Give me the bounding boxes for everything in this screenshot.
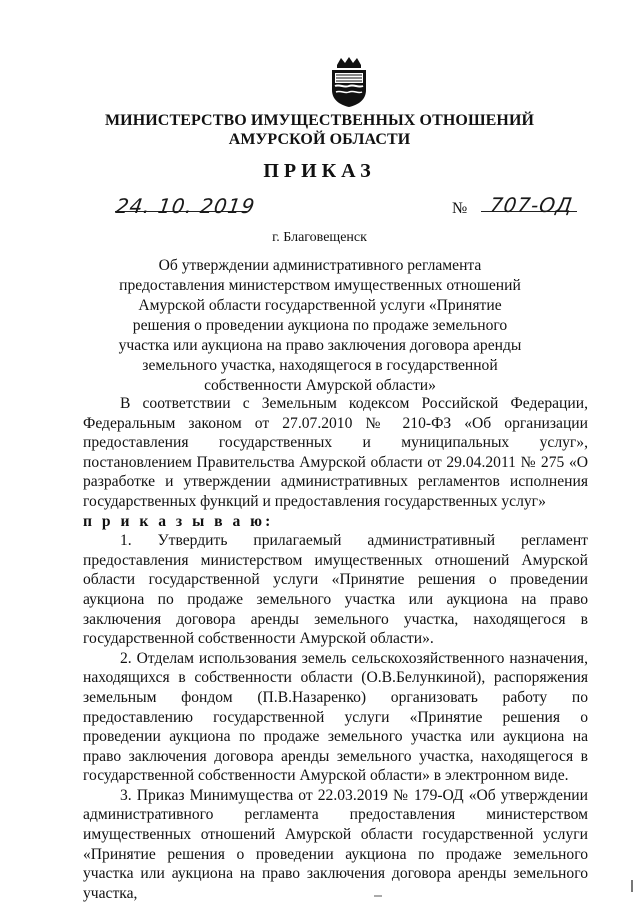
org-name-line-1: МИНИСТЕРСТВО ИМУЩЕСТВЕННЫХ ОТНОШЕНИЙ [104, 112, 535, 129]
order-word: п р и к а з ы в а ю: [83, 512, 274, 530]
handwritten-number: 707-ОД [488, 193, 575, 217]
preamble-paragraph: В соответствии с Земельным кодексом Российской Федерации, Федеральным законом от 27.07.2010 № 210-ФЗ «Об организации предоставления государственных и муниципальных услуг», постановлением Правительства Амурской области от 29.04.2011 № 275 «О разработке и утверждении административных регламентов исполнения государственных функций и предоставления государственных услуг» [83, 395, 588, 510]
city-name: г. Благовещенск [272, 230, 367, 245]
order-body [83, 394, 588, 903]
scan-speck [374, 895, 382, 897]
coat-of-arms-icon [328, 56, 370, 108]
org-name-line-2: АМУРСКОЙ ОБЛАСТИ [228, 131, 411, 148]
order-item-3: 3. Приказ Минимущества от 22.03.2019 № 179-ОД «Об утверждении административного регламента предоставления министерством имущественных отношений Амурской области государственной услуги «Принятие решения о проведении аукциона по продаже земельного участка или аукциона на право заключения договора аренды земельного участка, [83, 786, 588, 902]
order-item-2: 2. Отделам использования земель сельскохозяйственного назначения, находящихся в собственности области (О.В.Белункиной), распоряжения земельным фондом (П.В.Назаренко) организовать работу по предоставлению государственной услуги «Принятие решения о проведении аукциона по продаже земельного участка или аукциона на право заключения договора аренды земельного участка, находящегося в государственной собственности Амурской области» в электронном виде. [83, 649, 588, 785]
order-subject: Об утверждении административного регламента предоставления министерством имущественных отношений Амурской области государственной услуги «Принятие решения о проведении аукциона по продаже земельного участка или аукциона на право заключения договора аренды земельного участка, находящегося в государственной собственности Амурской области» [118, 257, 522, 394]
handwritten-date: 24. 10. 2019 [114, 194, 257, 218]
number-label: № [452, 200, 468, 217]
document-type-title: ПРИКАЗ [263, 160, 376, 182]
scan-edge-mark [631, 880, 633, 892]
order-item-1: 1. Утвердить прилагаемый административный регламент предоставления министерством имущественных отношений Амурской области государственной услуги «Принятие решения о проведении аукциона по продаже земельного участка или аукциона на право заключения договора аренды земельного участка, находящегося в государственной собственности Амурской области». [83, 532, 588, 648]
